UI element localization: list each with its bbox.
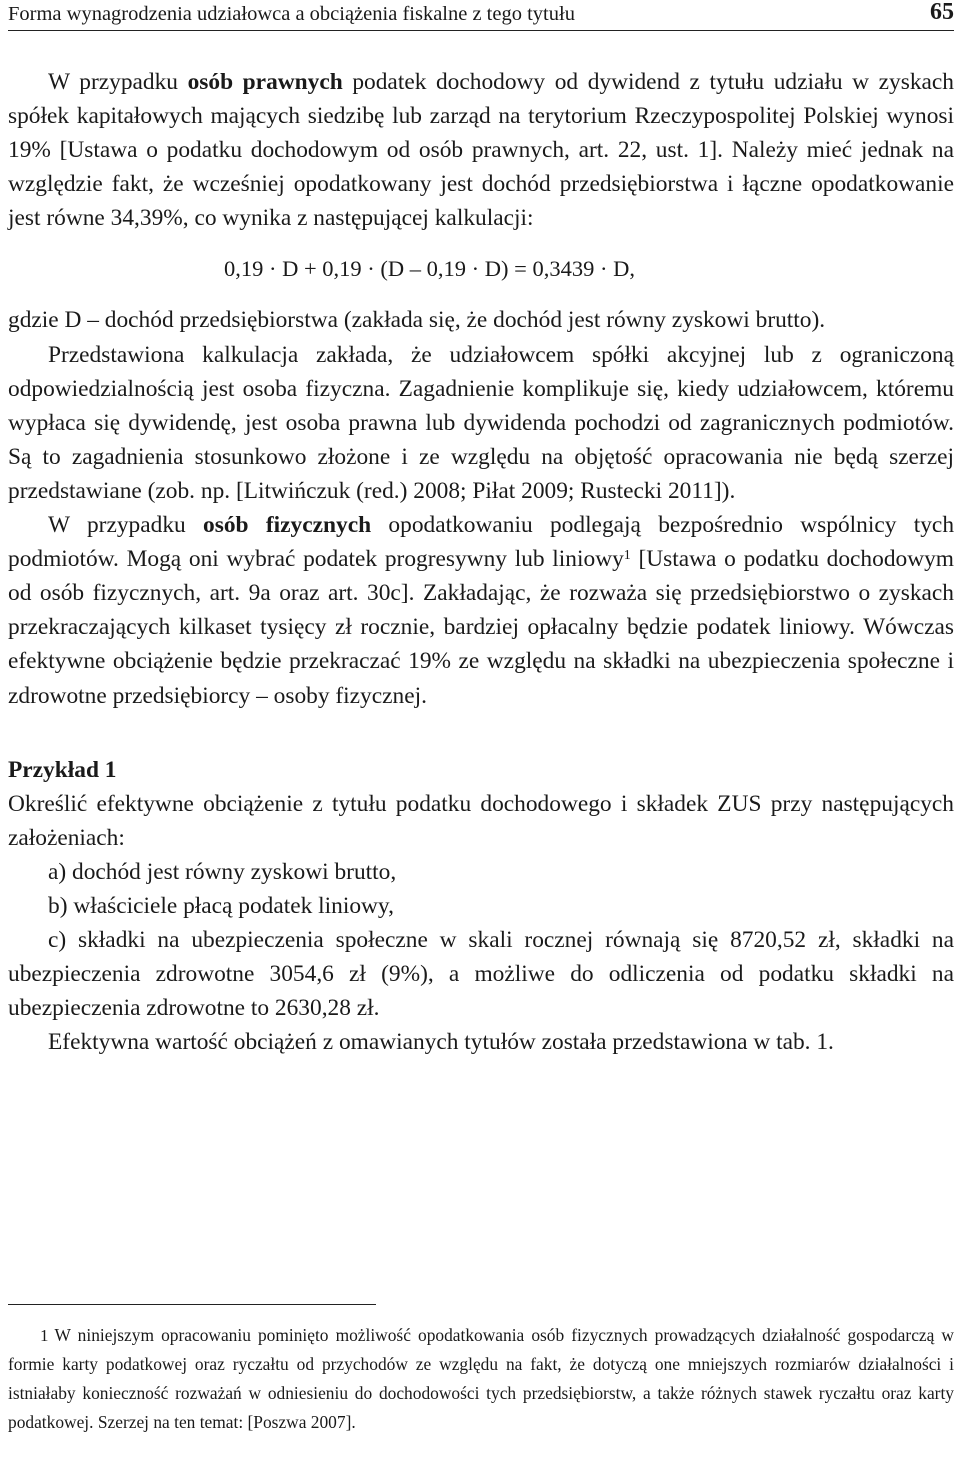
example-closing: Efektywna wartość obciążeń z omawianych tytułów została przedstawiona w tab. 1. [48, 1029, 834, 1056]
paragraph-legal-persons [8, 65, 954, 235]
page-number: 65 [930, 0, 954, 25]
formula-explanation: gdzie D – dochód przedsiębiorstwa (zakłada się, że dochód jest równy zyskowi brutto). [8, 307, 826, 334]
running-header-title: Forma wynagrodzenia udziałowca a obciążenia fiskalne z tego tytułu [8, 3, 575, 25]
footnote-divider [8, 1304, 376, 1305]
footnote-text: W niniejszym opracowaniu pominięto możliwość opodatkowania osób fizycznych prowadzących działalność gospodarczą w formie karty podatkowej oraz ryczałtu od przychodów ze względu na fakt, że dotyczą one mniejszych rozmiarów działalności i istniałaby konieczność rozważań w odniesieniu do dochodowości tych przedsiębiorstw, a także różnych stawek ryczałtu oraz karty podatkowej. Szerzej na ten temat: [Poszwa 2007]. [8, 1325, 954, 1432]
text-run: W przypadku [48, 69, 188, 95]
footnote [8, 1321, 954, 1437]
footnote-reference[interactable]: 1 [623, 548, 631, 564]
text-run: [Ustawa o podatku dochodowym od osób fizycznych, art. 9a oraz art. 30c]. Zakładając, że rozważa się przedsiębiorstwo o zyskach przekraczających kilkaset tysięcy zł rocznie, bardziej opłacalny będzie podatek liniowy. Wówczas efektywne obciążenie będzie przekraczać 19% ze względu na składki na ubezpieczenia społeczne i zdrowotne przedsiębiorcy – osoby fizycznej. [8, 546, 954, 709]
paragraph-calculation-assumption: Przedstawiona kalkulacja zakłada, że udziałowcem spółki akcyjnej lub z ograniczoną odpowiedzialnością jest osoba fizyczna. Zagadnienie komplikuje się, kiedy udziałowcem, któremu wypłaca się dywidendę, jest osoba prawna lub dywidenda pochodzi od zagranicznych podmiotów. Są to zagadnienia stosunkowo złożone i ze względu na objętość opracowania nie będą szerzej przedstawiane (zob. np. [Litwińczuk (red.) 2008; Piłat 2009; Rustecki 2011]). [8, 341, 954, 504]
example-assumption-c: c) składki na ubezpieczenia społeczne w skali rocznej równają się 8720,52 zł, składki na ubezpieczenia zdrowotne 3054,6 zł (9%), a możliwe do odliczenia od podatku składki na ubezpieczenia zdrowotne to 2630,28 zł. [8, 926, 954, 1022]
text-run: W przypadku [48, 512, 204, 539]
body-text [8, 65, 954, 1059]
tax-formula: 0,19 · D + 0,19 · (D – 0,19 · D) = 0,3439 · D, [224, 256, 635, 282]
text-run: opodatkowaniu podlegają bezpośrednio wspólnicy tych podmiotów. Mogą oni wybrać podatek progresywny lub liniowy [8, 512, 955, 573]
example-intro: Określić efektywne obciążenie z tytułu podatku dochodowego i składek ZUS przy następujących założeniach: [8, 790, 954, 851]
running-header [8, 0, 954, 31]
example-heading: Przykład 1 [8, 756, 117, 783]
document-page [8, 0, 954, 1059]
text-run: podatek dochodowy od dywidend z tytułu udziału w zyskach spółek kapitałowych mających siedzibę lub zarząd na terytorium Rzeczypospolitej Polskiej wynosi 19% [Ustawa o podatku dochodowym od osób prawnych, art. 22, ust. 1]. Należy mieć jednak na względzie fakt, że wcześniej opodatkowany jest dochód przedsiębiorstwa i łączne opodatkowanie jest równe 34,39%, co wynika z następującej kalkulacji: [8, 69, 954, 232]
paragraph-natural-persons [8, 508, 954, 713]
bold-term: osób prawnych [187, 69, 343, 95]
example-assumption-b: b) właściciele płacą podatek liniowy, [48, 892, 394, 919]
footnote-number: 1 [40, 1326, 49, 1345]
bold-term: osób fizycznych [203, 512, 372, 539]
example-assumption-a: a) dochód jest równy zyskowi brutto, [48, 858, 397, 885]
